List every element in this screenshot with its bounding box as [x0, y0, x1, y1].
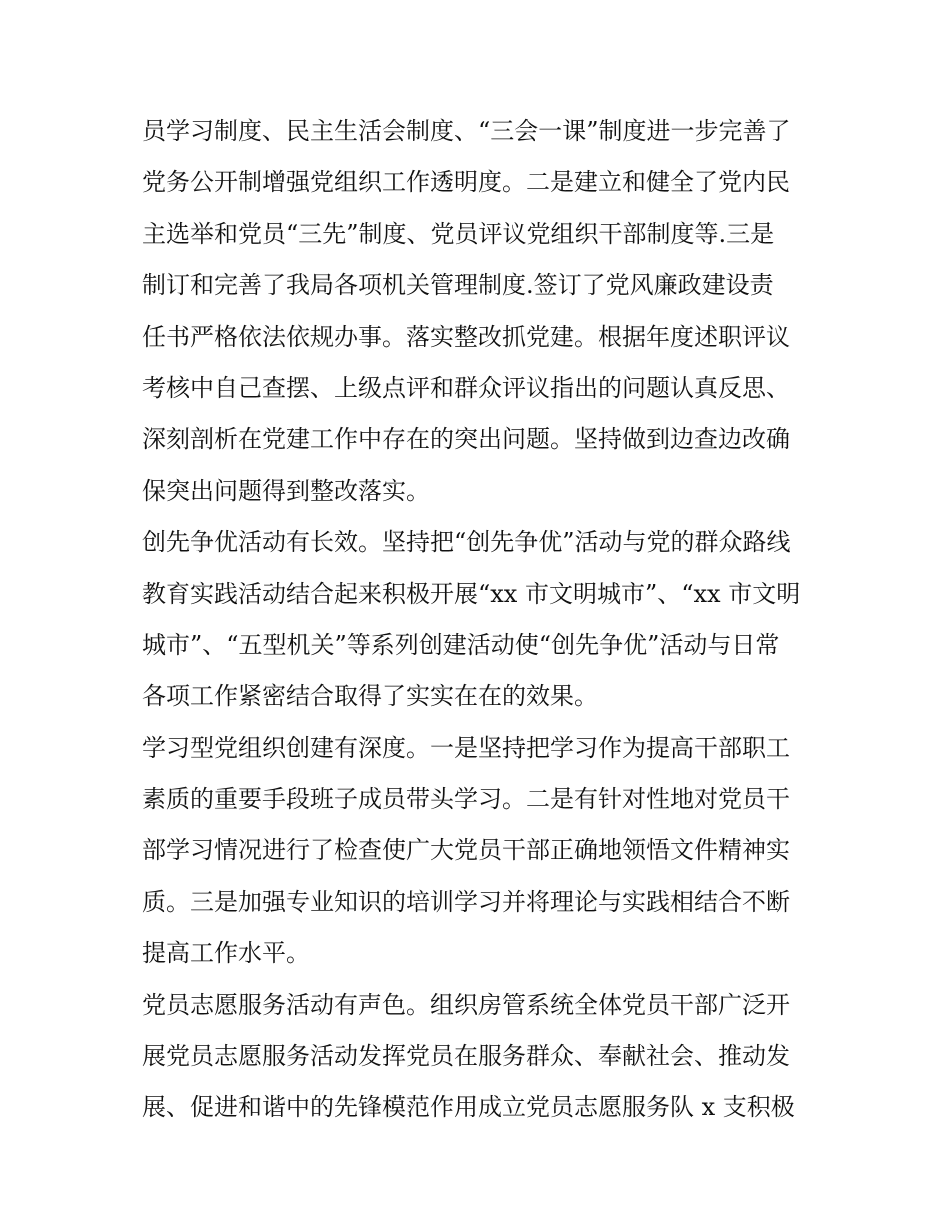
- paragraph-start-line: 创先争优活动有长效。坚持把“创先争优”活动与党的群众路线: [142, 528, 791, 557]
- text-line: 考核中自己查摆、上级点评和群众评议指出的问题认真反思、: [142, 373, 790, 402]
- text-line: 深刻剖析在党建工作中存在的突出问题。坚持做到边查边改确: [142, 425, 790, 454]
- text-line: 制订和完善了我局各项机关管理制度.签订了党风廉政建设责: [142, 271, 774, 300]
- text-line: 教育实践活动结合起来积极开展“xx 市文明城市”、“xx 市文明: [142, 579, 801, 608]
- paragraph-start-line: 学习型党组织创建有深度。一是坚持把学习作为提高干部职工: [142, 733, 790, 762]
- text-line: 展党员志愿服务活动发挥党员在服务群众、奉献社会、推动发: [142, 1042, 790, 1071]
- text-line: 展、促进和谐中的先锋模范作用成立党员志愿服务队 x 支积极: [142, 1093, 795, 1122]
- paragraph-start-line: 党员志愿服务活动有声色。组织房管系统全体党员干部广泛开: [142, 990, 790, 1019]
- text-line: 员学习制度、民主生活会制度、“三会一课”制度进一步完善了: [142, 117, 791, 145]
- text-line: 任书严格依法依规办事。落实整改抓党建。根据年度述职评议: [142, 322, 790, 351]
- text-line: 质。三是加强专业知识的培训学习并将理论与实践相结合不断: [142, 887, 790, 916]
- text-line: 提高工作水平。: [142, 939, 310, 968]
- text-line: 主选举和党员“三先”制度、党员评议党组织干部制度等.三是: [142, 219, 775, 248]
- text-line: 保突出问题得到整改落实。: [142, 476, 430, 505]
- document-body: [142, 106, 822, 1134]
- text-line: 部学习情况进行了检查使广大党员干部正确地领悟文件精神实: [142, 836, 790, 865]
- text-line: 各项工作紧密结合取得了实实在在的效果。: [142, 682, 598, 711]
- text-line: 城市”、“五型机关”等系列创建活动使“创先争优”活动与日常: [142, 630, 780, 659]
- text-line: 党务公开制增强党组织工作透明度。二是建立和健全了党内民: [142, 168, 790, 197]
- text-line: 素质的重要手段班子成员带头学习。二是有针对性地对党员干: [142, 785, 790, 814]
